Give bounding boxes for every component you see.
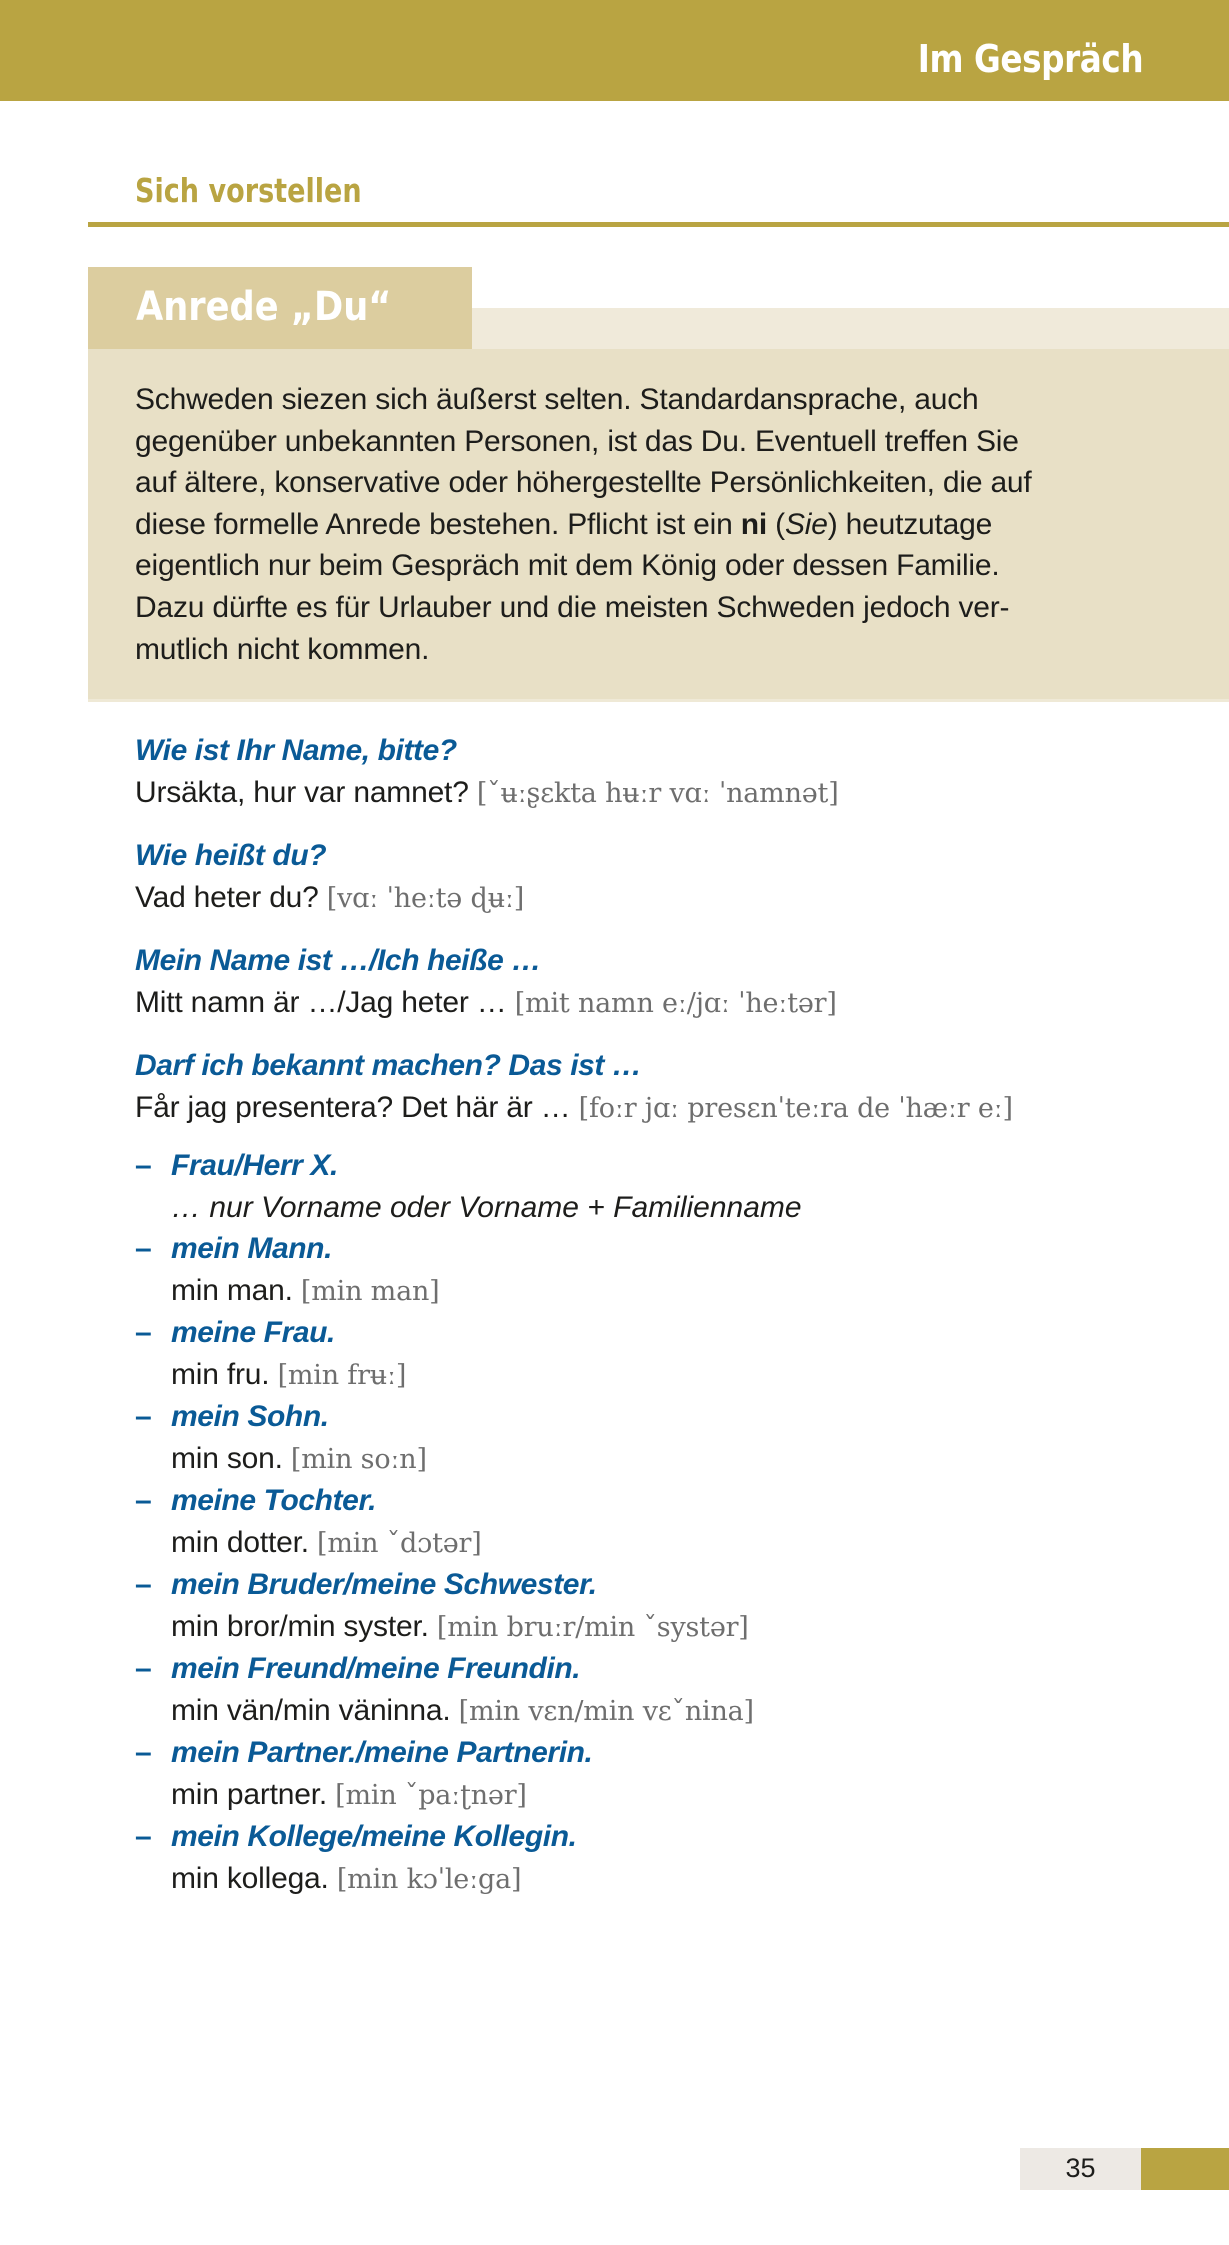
swedish-text: min bror/min syster. <box>171 1609 429 1643</box>
german-phrase: meine Frau. <box>171 1316 335 1349</box>
pronunciation: [mit namn eː/jɑː ˈheːtər] <box>514 987 837 1019</box>
info-line: Dazu dürfte es für Urlauber und die meisten Schweden jedoch ver- <box>135 590 1010 624</box>
list-item <box>135 1648 1195 1732</box>
info-box <box>88 349 1229 702</box>
chapter-header-band <box>0 0 1229 101</box>
german-gloss-sie: Sie <box>784 507 828 541</box>
dash-bullet: – <box>135 1820 152 1853</box>
pronunciation: [vɑː ˈheːtə ɖʉː] <box>326 882 525 914</box>
page-marker-bar <box>1141 2148 1229 2190</box>
swedish-text: min dotter. <box>171 1525 309 1559</box>
dash-bullet: – <box>135 1400 152 1433</box>
german-phrase: mein Kollege/meine Kollegin. <box>171 1820 577 1853</box>
info-line: eigentlich nur beim Gespräch mit dem König oder dessen Familie. <box>135 549 1000 583</box>
swedish-term-ni: ni <box>740 507 768 541</box>
list-item <box>135 1564 1195 1648</box>
page-number: 35 <box>1065 2153 1096 2183</box>
dash-bullet: – <box>135 1568 152 1601</box>
swedish-text: Vad heter du? <box>135 880 319 914</box>
phrase-entry <box>135 1045 1195 1129</box>
page-number-box <box>1020 2148 1141 2190</box>
info-box-tab <box>88 267 472 349</box>
list-item <box>135 1396 1195 1480</box>
section-title: Sich vorstellen <box>135 171 362 210</box>
german-phrase: meine Tochter. <box>171 1484 377 1517</box>
phrase-entry <box>135 730 1195 814</box>
info-box-text <box>135 379 1155 670</box>
chapter-title: Im Gespräch <box>917 37 1143 81</box>
swedish-text: min vän/min väninna. <box>171 1693 451 1727</box>
swedish-text: Ursäkta, hur var namnet? <box>135 775 469 809</box>
swedish-phrase <box>171 1522 1195 1565</box>
swedish-phrase <box>171 1690 1195 1733</box>
pronunciation: [min frʉː] <box>277 1359 407 1391</box>
list-item <box>135 1732 1195 1816</box>
pronunciation: [min soːn] <box>290 1443 427 1475</box>
info-text: diese formelle Anrede bestehen. Pflicht ist ein <box>135 507 741 541</box>
german-phrase: mein Freund/meine Freundin. <box>171 1652 581 1685</box>
swedish-phrase <box>135 1087 1195 1130</box>
dash-bullet: – <box>135 1484 152 1517</box>
info-line: gegenüber unbekannten Personen, ist das Du. Eventuell treffen Sie <box>135 424 1019 458</box>
swedish-text: min fru. <box>171 1357 270 1391</box>
list-item <box>135 1312 1195 1396</box>
swedish-phrase <box>171 1858 1195 1901</box>
swedish-text: min partner. <box>171 1777 328 1811</box>
introduction-list <box>135 1145 1195 1900</box>
list-item <box>135 1228 1195 1312</box>
german-phrase: Wie ist Ihr Name, bitte? <box>135 734 457 767</box>
dash-bullet: – <box>135 1232 152 1265</box>
pronunciation: [min ˇpaːʈnər] <box>335 1779 527 1811</box>
info-box-title: Anrede „Du“ <box>136 284 392 330</box>
list-item <box>135 1816 1195 1900</box>
section-divider <box>88 222 1229 227</box>
list-item <box>135 1145 1195 1228</box>
info-line: auf ältere, konservative oder höhergestellte Persönlichkeiten, die auf <box>135 466 1032 500</box>
info-line: mutlich nicht kommen. <box>135 632 430 666</box>
usage-note: … nur Vorname oder Vorname + Familienname <box>171 1190 802 1224</box>
german-phrase: Wie heißt du? <box>135 839 327 872</box>
german-phrase: Frau/Herr X. <box>171 1149 338 1182</box>
swedish-text: Får jag presentera? Det här är … <box>135 1090 571 1124</box>
dash-bullet: – <box>135 1736 152 1769</box>
swedish-phrase <box>171 1606 1195 1649</box>
german-phrase: mein Bruder/meine Schwester. <box>171 1568 597 1601</box>
german-phrase: mein Sohn. <box>171 1400 329 1433</box>
dash-bullet: – <box>135 1316 152 1349</box>
phrase-entry <box>135 940 1195 1024</box>
dash-bullet: – <box>135 1652 152 1685</box>
swedish-text: min son. <box>171 1441 283 1475</box>
swedish-phrase <box>171 1270 1195 1313</box>
list-item <box>135 1480 1195 1564</box>
german-phrase: Mein Name ist …/Ich heiße … <box>135 944 541 977</box>
phrase-list <box>135 730 1195 1150</box>
swedish-text: Mitt namn är …/Jag heter … <box>135 985 507 1019</box>
info-box-strip <box>472 308 1229 349</box>
pronunciation: [min kɔˈleːga] <box>336 1863 522 1895</box>
info-line <box>135 504 1155 546</box>
dash-bullet: – <box>135 1149 152 1182</box>
pronunciation: [min ˇdɔtər] <box>317 1527 482 1559</box>
swedish-phrase <box>171 1354 1195 1397</box>
german-phrase: Darf ich bekannt machen? Das ist … <box>135 1049 642 1082</box>
phrase-entry <box>135 835 1195 919</box>
swedish-phrase <box>135 982 1195 1025</box>
pronunciation: [min bruːr/min ˇsystər] <box>436 1611 749 1643</box>
info-text: ) heutzutage <box>827 507 993 541</box>
pronunciation: [min vɛn/min vɛˇnina] <box>458 1695 754 1727</box>
info-line: Schweden siezen sich äußerst selten. Standardansprache, auch <box>135 383 979 416</box>
swedish-phrase <box>171 1774 1195 1817</box>
german-phrase: mein Partner./meine Partnerin. <box>171 1736 593 1769</box>
pronunciation: [foːr jɑː presɛnˈteːra de ˈhæːr eː] <box>578 1092 1013 1124</box>
swedish-text: min man. <box>171 1273 293 1307</box>
swedish-phrase <box>135 877 1195 920</box>
swedish-phrase <box>135 772 1195 815</box>
swedish-text: min kollega. <box>171 1861 329 1895</box>
info-text: ( <box>767 507 785 541</box>
german-phrase: mein Mann. <box>171 1232 333 1265</box>
swedish-phrase <box>171 1438 1195 1481</box>
pronunciation: [ˇʉːʂɛkta hʉːr vɑː ˈnamnət] <box>476 777 839 809</box>
pronunciation: [min man] <box>300 1275 440 1307</box>
